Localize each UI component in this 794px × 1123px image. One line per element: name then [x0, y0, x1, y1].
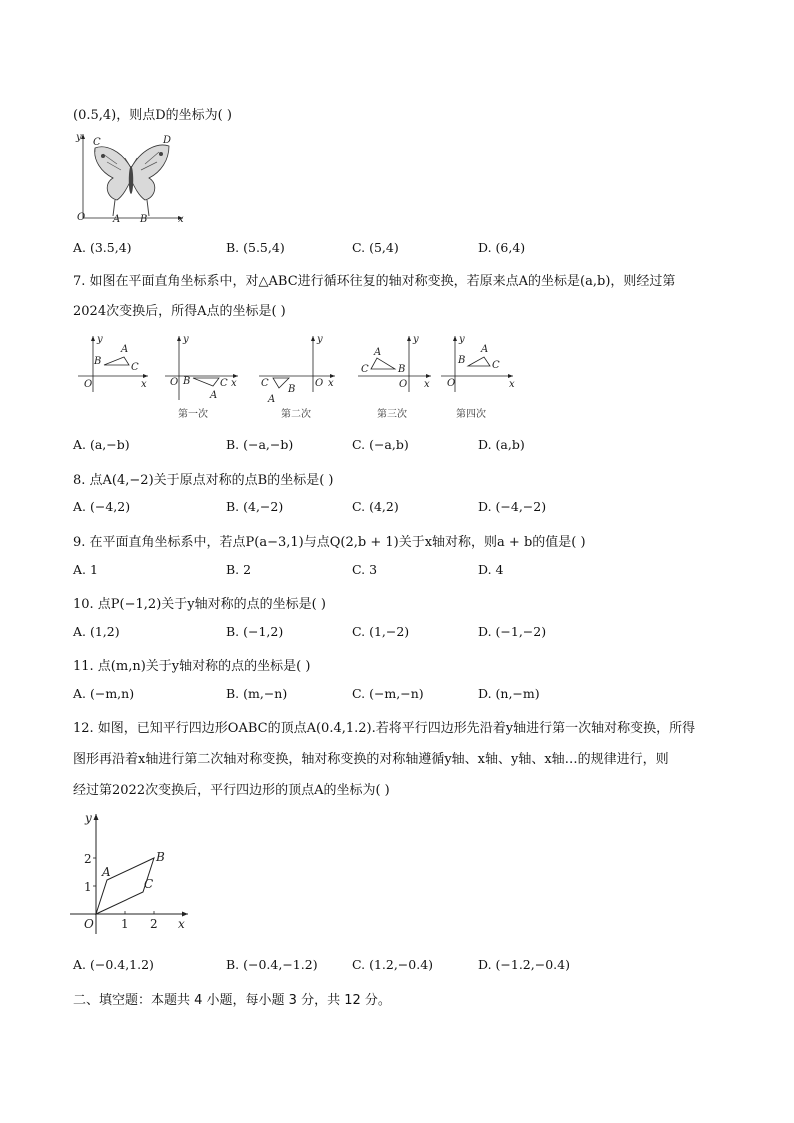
q12-tick-x2: 2 [150, 917, 158, 931]
q7-option-d[interactable]: D. (a,b) [478, 437, 525, 452]
q9-option-d[interactable]: D. 4 [478, 562, 504, 577]
butterfly-figure [73, 128, 193, 226]
q7-p1-caption: 第一次 [178, 409, 208, 420]
q12-label-b: B [156, 850, 165, 864]
q6-options [73, 240, 753, 258]
q9-option-a[interactable]: A. 1 [73, 562, 98, 577]
q7-options [73, 437, 753, 455]
q6-label-o: O [77, 212, 86, 223]
q12-stem-line1: 12. 如图，已知平行四边形OABC的顶点A(0.4,1.2).若将平行四边形先沿着y轴进行第一次轴对称变换，所得 [73, 721, 696, 736]
q10-stem: 10. 点P(−1,2)关于y轴对称的点的坐标是( ) [73, 597, 326, 612]
q7-p0-o: O [84, 379, 93, 390]
q7-p2-o: O [315, 378, 324, 389]
q7-p1-y: y [183, 334, 189, 345]
q7-p3-c: C [361, 364, 369, 375]
q7-p1-o: O [170, 377, 179, 388]
q10-option-c[interactable]: C. (1,−2) [352, 624, 410, 639]
q7-p2-caption: 第二次 [281, 409, 311, 420]
q6-label-d: D [163, 135, 172, 146]
parallelogram-figure [70, 806, 200, 942]
q7-p2-a: A [268, 394, 276, 405]
q12-option-d[interactable]: D. (−1.2,−0.4) [478, 957, 570, 972]
q7-p0-b: B [94, 356, 102, 367]
q6-label-x: x [178, 214, 184, 225]
q7-option-a[interactable]: A. (a,−b) [73, 437, 130, 452]
q7-option-b[interactable]: B. (−a,−b) [226, 437, 294, 452]
q12-tick-x1: 1 [121, 917, 129, 931]
q8-stem: 8. 点A(4,−2)关于原点对称的点B的坐标是( ) [73, 473, 334, 488]
q7-p2-x: x [328, 378, 334, 389]
q7-p4-caption: 第四次 [456, 409, 486, 420]
q7-p1-x: x [231, 378, 237, 389]
q8-option-b[interactable]: B. (4,−2) [226, 499, 284, 514]
q12-label-c: C [144, 877, 154, 891]
q12-option-c[interactable]: C. (1.2,−0.4) [352, 957, 434, 972]
q6-option-d[interactable]: D. (6,4) [478, 240, 526, 255]
q10-options [73, 624, 753, 642]
q7-panel-first [165, 334, 238, 420]
q12-label-o: O [84, 917, 94, 931]
q8-option-c[interactable]: C. (4,2) [352, 499, 399, 514]
q7-p3-a: A [374, 347, 382, 358]
q6-stem-tail: (0.5,4)，则点D的坐标为( ) [73, 108, 232, 123]
q7-panel-fourth [441, 334, 515, 420]
q7-transform-figure [73, 330, 523, 425]
q7-p0-a: A [121, 344, 129, 355]
q7-p2-c: C [261, 378, 269, 389]
q10-option-a[interactable]: A. (1,2) [73, 624, 120, 639]
q7-panel-second [259, 334, 335, 420]
q7-panel-original [78, 334, 148, 392]
q12-options [73, 957, 753, 975]
q9-options [73, 562, 753, 580]
q12-option-a[interactable]: A. (−0.4,1.2) [73, 957, 154, 972]
q8-option-d[interactable]: D. (−4,−2) [478, 499, 547, 514]
q9-option-b[interactable]: B. 2 [226, 562, 252, 577]
q10-option-d[interactable]: D. (−1,−2) [478, 624, 547, 639]
q7-p2-b: B [288, 384, 296, 395]
q11-stem: 11. 点(m,n)关于y轴对称的点的坐标是( ) [73, 659, 311, 674]
q7-p3-y: y [413, 334, 419, 345]
q7-p0-x: x [141, 379, 147, 390]
q8-option-a[interactable]: A. (−4,2) [73, 499, 131, 514]
q9-option-c[interactable]: C. 3 [352, 562, 378, 577]
q12-label-y: y [85, 811, 92, 825]
q7-p1-c: C [220, 378, 228, 389]
q11-option-d[interactable]: D. (n,−m) [478, 686, 540, 701]
q7-p4-y: y [459, 334, 465, 345]
q7-panel-third [358, 334, 431, 420]
q7-p4-c: C [492, 360, 500, 371]
q12-option-b[interactable]: B. (−0.4,−1.2) [226, 957, 318, 972]
q7-p2-y: y [317, 334, 323, 345]
q6-option-a[interactable]: A. (3.5,4) [73, 240, 132, 255]
q7-stem-line1: 7. 如图在平面直角坐标系中，对△ABC进行循环往复的轴对称变换，若原来点A的坐标是(a,b)，则经过第 [73, 274, 676, 289]
q12-tick-y2: 2 [84, 852, 92, 866]
q8-options [73, 499, 753, 517]
q12-tick-y1: 1 [84, 880, 92, 894]
q12-label-a: A [102, 865, 111, 879]
q6-option-c[interactable]: C. (5,4) [352, 240, 399, 255]
q6-label-a: A [113, 214, 121, 225]
q12-label-x: x [178, 917, 185, 931]
q11-option-c[interactable]: C. (−m,−n) [352, 686, 424, 701]
q6-label-c: C [93, 137, 101, 148]
q12-stem-line3: 经过第2022次变换后，平行四边形的顶点A的坐标为( ) [73, 783, 390, 798]
q7-option-c[interactable]: C. (−a,b) [352, 437, 409, 452]
q7-p0-c: C [131, 362, 139, 373]
q7-stem-line2: 2024次变换后，所得A点的坐标是( ) [73, 304, 286, 319]
q7-p4-b: B [458, 355, 466, 366]
section-fill-in-heading: 二、填空题：本题共 4 小题，每小题 3 分，共 12 分。 [73, 993, 391, 1008]
q7-p4-a: A [481, 344, 489, 355]
q7-p4-x: x [509, 379, 515, 390]
q7-p3-b: B [398, 364, 406, 375]
q12-stem-line2: 图形再沿着x轴进行第二次轴对称变换，轴对称变换的对称轴遵循y轴、x轴、y轴、x轴…的规律进行，则 [73, 752, 669, 767]
q11-options [73, 686, 753, 704]
q7-p3-x: x [424, 379, 430, 390]
q10-option-b[interactable]: B. (−1,2) [226, 624, 284, 639]
q6-option-b[interactable]: B. (5.5,4) [226, 240, 285, 255]
q7-p0-y: y [97, 334, 103, 345]
q7-p1-b: B [183, 376, 191, 387]
q7-p3-caption: 第三次 [377, 409, 407, 420]
q6-label-y: y [76, 132, 82, 143]
q11-option-a[interactable]: A. (−m,n) [73, 686, 135, 701]
q7-p3-o: O [399, 379, 408, 390]
q7-p4-o: O [447, 378, 456, 389]
q9-stem: 9. 在平面直角坐标系中，若点P(a−3,1)与点Q(2,b + 1)关于x轴对称，则a + b的值是( ) [73, 535, 586, 550]
q11-option-b[interactable]: B. (m,−n) [226, 686, 288, 701]
q7-p1-a: A [210, 390, 218, 401]
q6-label-b: B [140, 214, 148, 225]
